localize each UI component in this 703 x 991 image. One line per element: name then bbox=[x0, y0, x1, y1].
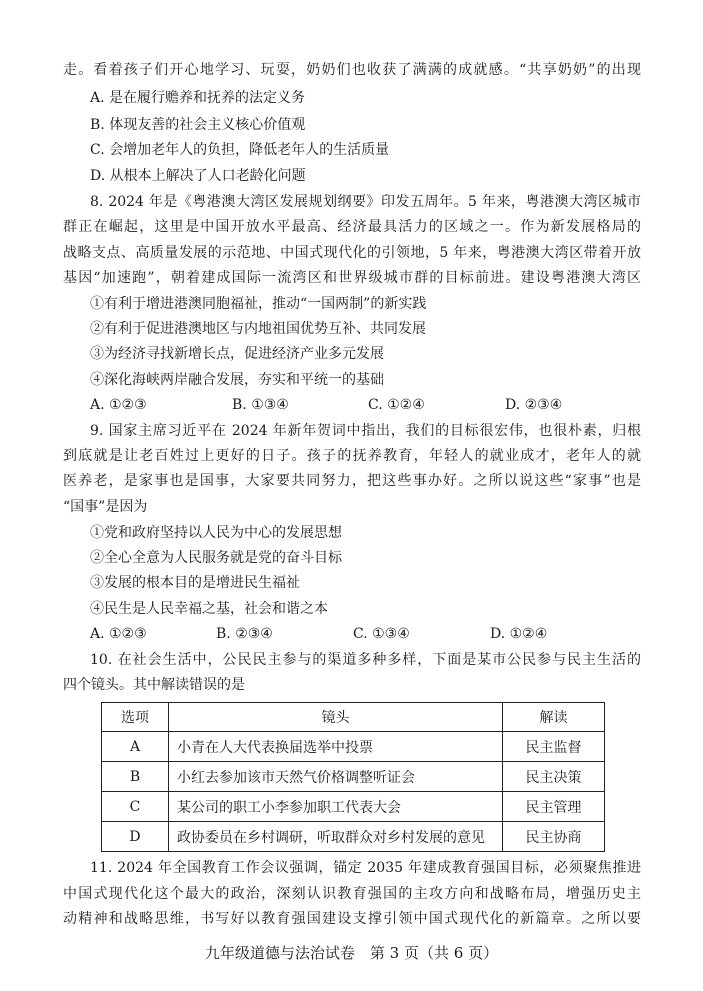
cell-reading: 民主监督 bbox=[503, 732, 605, 762]
q10-stem-line-1: 10. 在社会生活中，公民民主参与的渠道多种多样，下面是某市公民参与民主生活的 bbox=[90, 652, 641, 668]
q9-statement-4: ④民生是人民幸福之基，社会和谐之本 bbox=[90, 601, 328, 617]
table-row bbox=[102, 732, 605, 762]
page-footer: 九年级道德与法治试卷 第 3 页（共 6 页） bbox=[204, 944, 499, 962]
q7-option-b: B. 体现友善的社会主义核心价值观 bbox=[90, 117, 306, 133]
header-reading: 解读 bbox=[503, 703, 605, 732]
q7-option-c: C. 会增加老年人的负担，降低老年人的生活质量 bbox=[90, 142, 390, 158]
q8-choice-c: C. ①②④ bbox=[368, 397, 425, 413]
cell-scene: 政协委员在乡村调研，听取群众对乡村发展的意见 bbox=[169, 822, 503, 852]
cell-option: D bbox=[102, 822, 169, 852]
q9-choice-a: A. ①②③ bbox=[90, 626, 147, 642]
q8-statement-3: ③为经济寻找新增长点，促进经济产业多元发展 bbox=[90, 346, 384, 362]
header-option: 选项 bbox=[102, 703, 169, 732]
header-scene: 镜头 bbox=[169, 703, 503, 732]
q8-choice-a: A. ①②③ bbox=[90, 397, 147, 413]
q9-stem-line-4: “国事”是因为 bbox=[63, 499, 148, 515]
q9-choice-d: D. ①②④ bbox=[490, 626, 548, 642]
q8-stem-line-3: 战略支点、高质量发展的示范地、中国式现代化的引领地，5 年来，粤港澳大湾区带着开放 bbox=[63, 245, 641, 261]
q7-intro-line: 走。看着孩子们开心地学习、玩耍，奶奶们也收获了满满的成就感。“共享奶奶”的出现 bbox=[63, 62, 641, 78]
cell-reading: 民主决策 bbox=[503, 762, 605, 792]
cell-reading: 民主协商 bbox=[503, 822, 605, 852]
cell-reading: 民主管理 bbox=[503, 792, 605, 822]
q9-stem-line-3: 医养老，是家事也是国事，大家要共同努力，把这些事办好。之所以说这些“家事”也是 bbox=[63, 473, 641, 489]
q10-table bbox=[101, 702, 605, 852]
q11-stem-line-1: 11. 2024 年全国教育工作会议强调，锚定 2035 年建成教育强国目标，必须聚焦推进 bbox=[90, 860, 641, 876]
cell-option: A bbox=[102, 732, 169, 762]
q7-option-a: A. 是在履行赡养和抚养的法定义务 bbox=[90, 90, 306, 106]
q8-statement-1: ①有利于增进港澳同胞福祉，推动“一国两制”的新实践 bbox=[90, 296, 427, 312]
table-row bbox=[102, 792, 605, 822]
q10-stem-line-2: 四个镜头。其中解读错误的是 bbox=[63, 677, 245, 693]
q7-option-d: D. 从根本上解决了人口老龄化问题 bbox=[90, 168, 306, 184]
q9-stem-line-1: 9. 国家主席习近平在 2024 年新年贺词中指出，我们的目标很宏伟，也很朴素，归根 bbox=[90, 423, 641, 439]
q8-choice-d: D. ②③④ bbox=[505, 397, 563, 413]
q9-choice-c: C. ①③④ bbox=[353, 626, 410, 642]
cell-scene: 小红去参加该市天然气价格调整听证会 bbox=[169, 762, 503, 792]
q8-statement-2: ②有利于促进港澳地区与内地祖国优势互补、共同发展 bbox=[90, 321, 426, 337]
q9-statement-2: ②全心全意为人民服务就是党的奋斗目标 bbox=[90, 550, 342, 566]
q8-stem-line-2: 群正在崛起，这里是中国开放水平最高、经济最具活力的区域之一。作为新发展格局的 bbox=[63, 219, 641, 235]
q9-statement-1: ①党和政府坚持以人民为中心的发展思想 bbox=[90, 525, 342, 541]
q11-stem-line-2: 中国式现代化这个最大的政治，深刻认识教育强国的主攻方向和战略布局，增强历史主 bbox=[63, 886, 641, 902]
q8-choice-b: B. ①③④ bbox=[232, 397, 289, 413]
cell-scene: 小青在人大代表换届选举中投票 bbox=[169, 732, 503, 762]
table-header-row bbox=[102, 703, 605, 732]
cell-scene: 某公司的职工小李参加职工代表大会 bbox=[169, 792, 503, 822]
q9-stem-line-2: 到底就是让老百姓过上更好的日子。孩子的抚养教育，年轻人的就业成才，老年人的就 bbox=[63, 448, 641, 464]
cell-option: B bbox=[102, 762, 169, 792]
q11-stem-line-3: 动精神和战略思维，书写好以教育强国建设支撑引领中国式现代化的新篇章。之所以要 bbox=[63, 911, 641, 927]
q8-stem-line-4: 基因“加速跑”，朝着建成国际一流湾区和世界级城市群的目标前进。建设粤港澳大湾区 bbox=[63, 270, 641, 286]
q8-statement-4: ④深化海峡两岸融合发展，夯实和平统一的基础 bbox=[90, 372, 384, 388]
cell-option: C bbox=[102, 792, 169, 822]
q8-stem-line-1: 8. 2024 年是《粤港澳大湾区发展规划纲要》印发五周年。5 年来，粤港澳大湾区城市 bbox=[90, 194, 641, 210]
q9-statement-3: ③发展的根本目的是增进民生福祉 bbox=[90, 575, 300, 591]
q9-choice-b: B. ②③④ bbox=[216, 626, 273, 642]
table-row bbox=[102, 822, 605, 852]
table-row bbox=[102, 762, 605, 792]
